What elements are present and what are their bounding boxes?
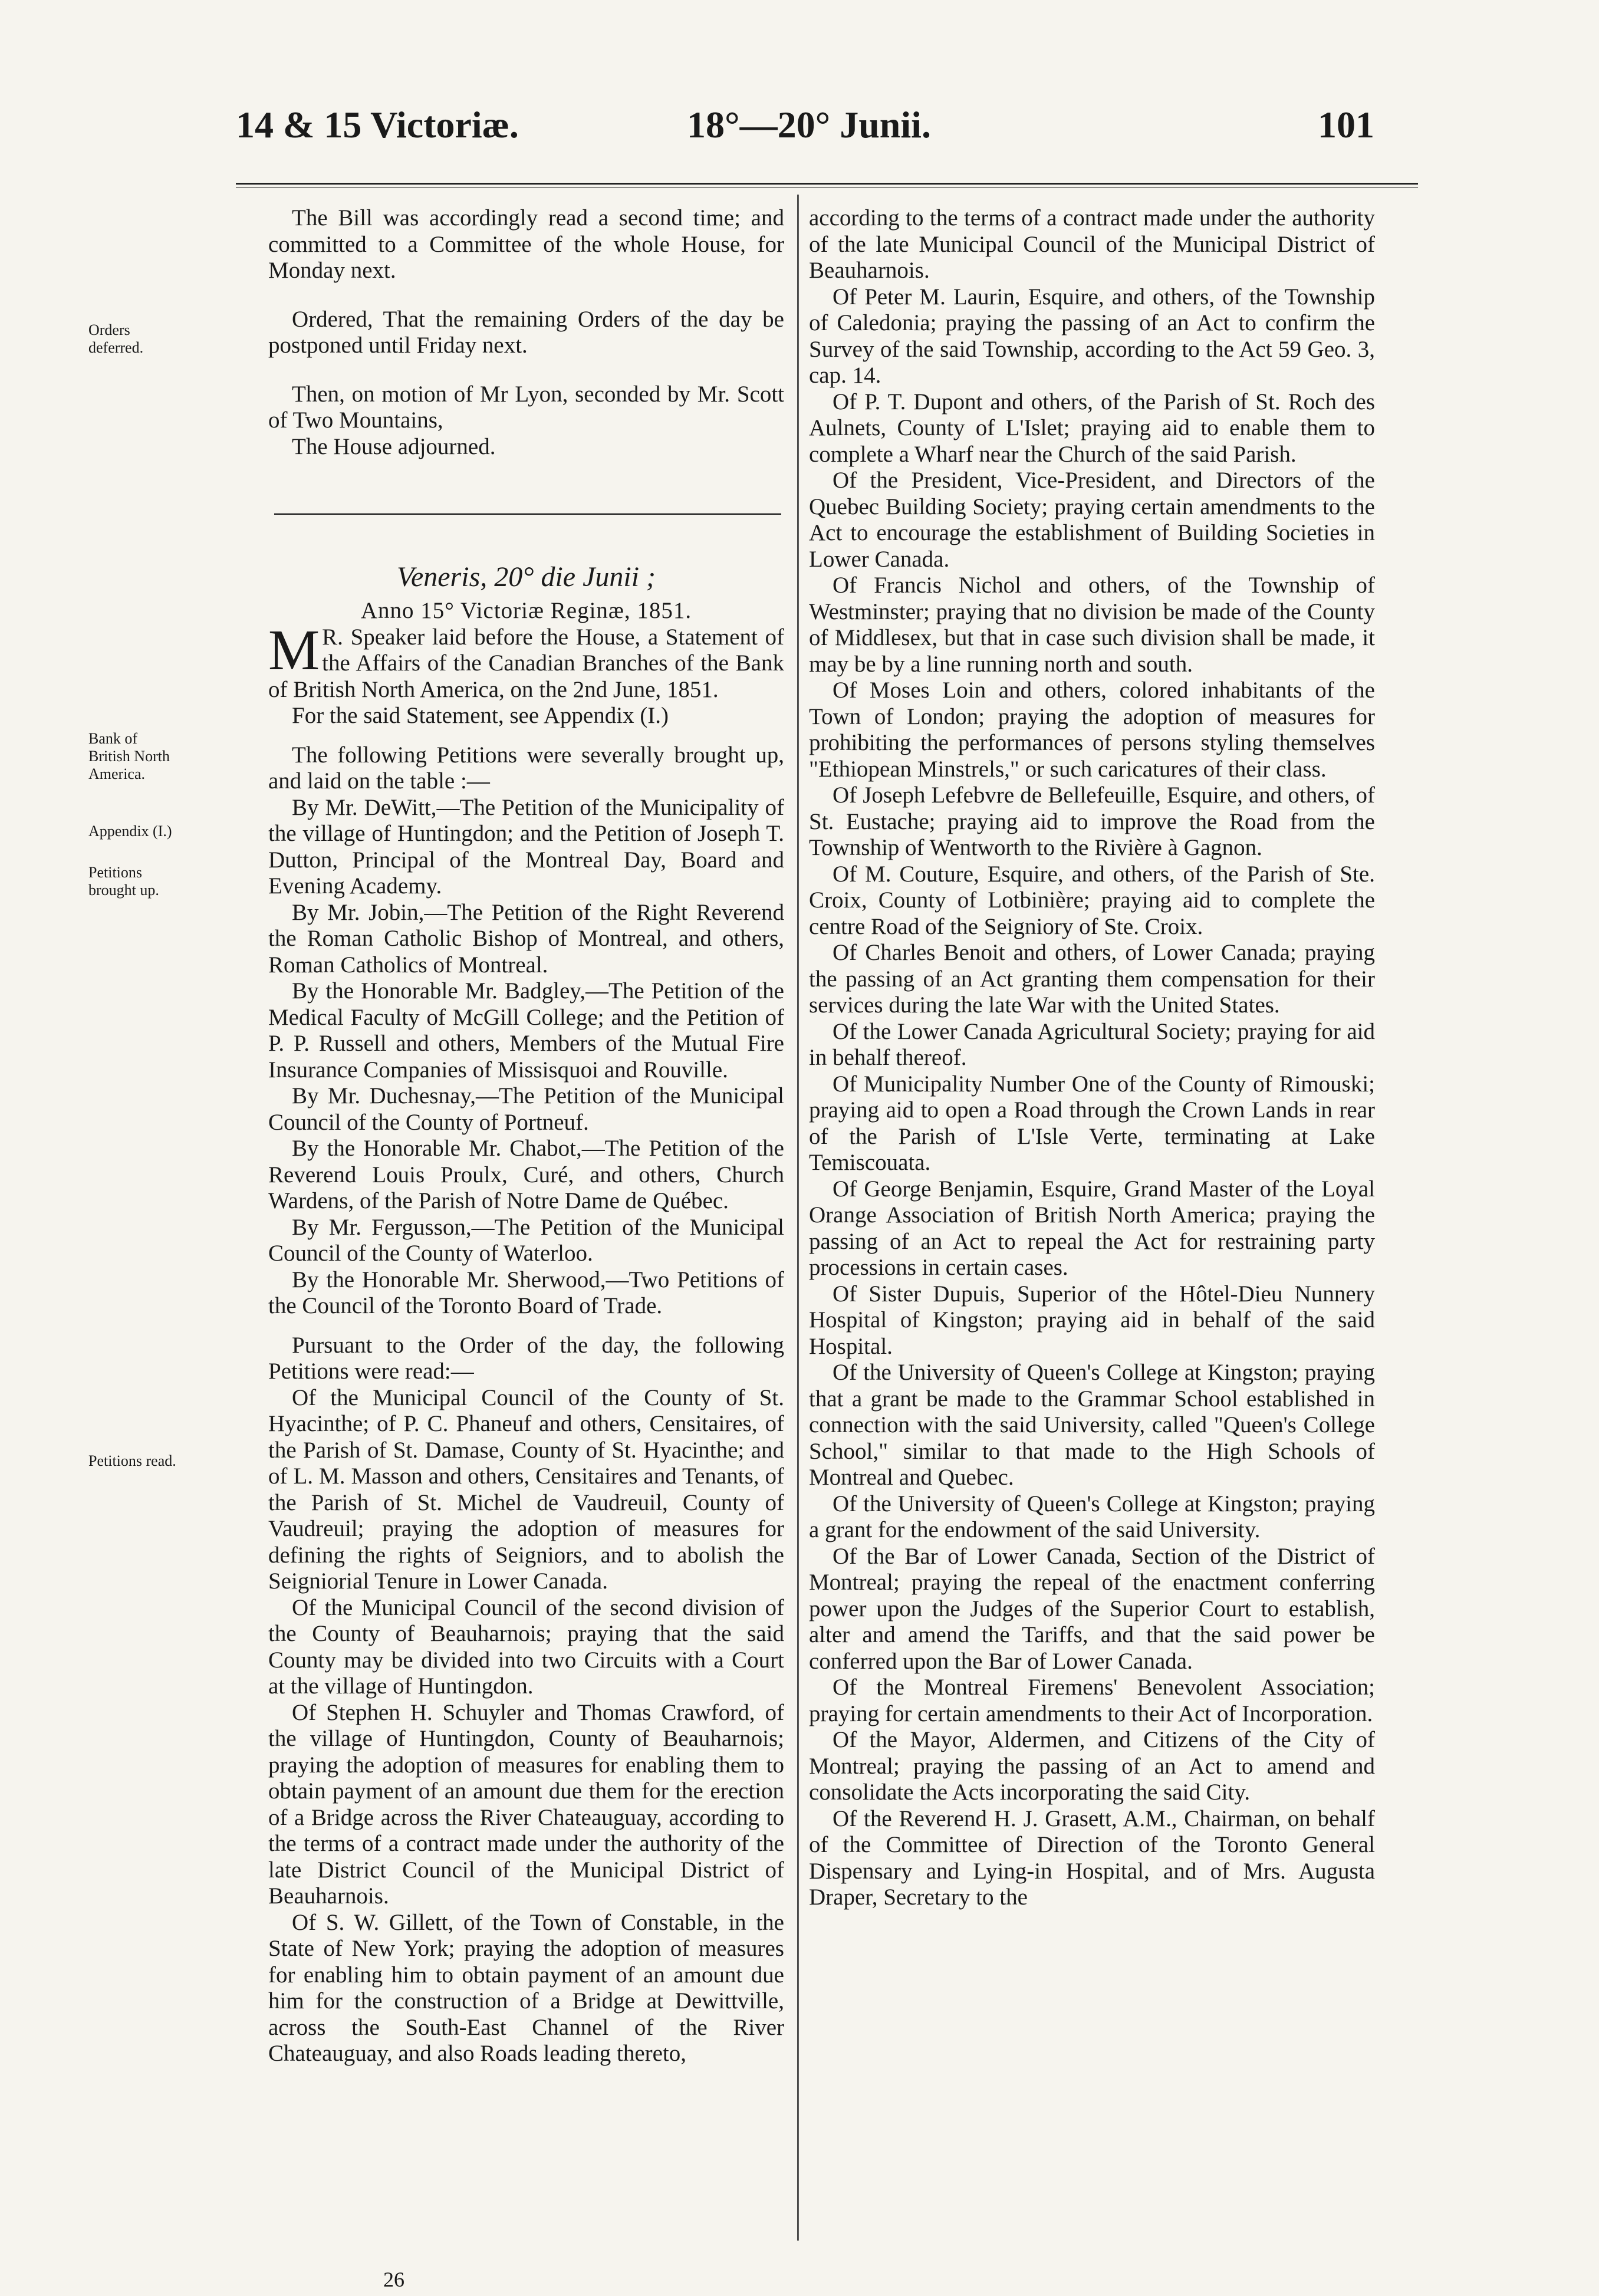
margin-note-bank: Bank of British North America. (88, 730, 170, 782)
petition-bar-lower-canada: Of the Bar of Lower Canada, Section of the District of Montreal; praying the repeal of the enactment conferring power upon the Judges of the Superior Court to establish, alter and amend the Tariffs, and that the said power be conferred upon the Bar of Lower Canada. (809, 1543, 1375, 1674)
right-column (809, 205, 1375, 1911)
signature-number: 26 (383, 2268, 404, 2291)
drop-cap: M (268, 618, 320, 682)
petition-fergusson: By Mr. Fergusson,—The Petition of the Municipal Council of the County of Waterloo. (268, 1214, 784, 1266)
regnal-year-line: Anno 15° Victoriæ Reginæ, 1851. (360, 598, 692, 623)
margin-note-petitions-brought: Petitions brought up. (88, 864, 159, 899)
petition-benjamin: Of George Benjamin, Esquire, Grand Master of the Loyal Orange Association of British North America; praying the passing of an Act to repeal the Act for restraining party processions in certain cases. (809, 1176, 1375, 1280)
section-separator (274, 513, 781, 517)
petition-beauharnois-council: Of the Municipal Council of the second division of the County of Beauharnois; praying that the said County may be divided into two Circuits with a Court at the village of Huntingdon. (268, 1594, 784, 1699)
page-header (0, 106, 1599, 171)
paragraph-petitions-read-intro: Pursuant to the Order of the day, the following Petitions were read:— (268, 1332, 784, 1384)
petition-dewitt: By Mr. DeWitt,—The Petition of the Municipality of the village of Huntingdon; and the Petition of Joseph T. Dutton, Principal of the Montreal Day, Board and Evening Academy. (268, 794, 784, 899)
petition-couture: Of M. Couture, Esquire, and others, of the Parish of Ste. Croix, County of Lotbinière; praying aid to complete the centre Road of the Seigniory of Ste. Croix. (809, 861, 1375, 939)
header-dates: 18°—20° Junii. (687, 104, 931, 146)
petition-queens-college-school: Of the University of Queen's College at Kingston; praying that a grant be made to the Grammar School established in connection with the said University, called "Queen's College School," similar to that made to the High Schools of Montreal and Quebec. (809, 1360, 1375, 1490)
paragraph-bank-statement (268, 618, 784, 703)
petition-sherwood: By the Honorable Mr. Sherwood,—Two Petitions of the Council of the Toronto Board of Trade. (268, 1267, 784, 1318)
margin-note-orders-deferred: Orders deferred. (88, 321, 144, 356)
paragraph-petitions-intro: The following Petitions were severally brought up, and laid on the table :— (268, 742, 784, 794)
petition-montreal-city: Of the Mayor, Aldermen, and Citizens of the City of Montreal; praying the passing of an Act to amend and consolidate the Acts incorporating the said City. (809, 1727, 1375, 1805)
petition-dupuis: Of Sister Dupuis, Superior of the Hôtel-Dieu Nunnery Hospital of Kingston; praying aid in behalf of the said Hospital. (809, 1281, 1375, 1359)
petition-grasett: Of the Reverend H. J. Grasett, A.M., Chairman, on behalf of the Committee of Direction of the Toronto General Dispensary and Lying-in Hospital, and of Mrs. Augusta Draper, Secretary to the (809, 1805, 1375, 1910)
paragraph-motion: Then, on motion of Mr Lyon, seconded by Mr. Scott of Two Mountains, (268, 381, 784, 433)
margin-note-appendix: Appendix (I.) (88, 823, 172, 840)
left-column (268, 205, 784, 2067)
petition-benoit: Of Charles Benoit and others, of Lower Canada; praying the passing of an Act granting them compensation for their services during the late War with the United States. (809, 940, 1375, 1018)
petition-dupont: Of P. T. Dupont and others, of the Parish of St. Roch des Aulnets, County of L'Islet; praying aid to enable them to complete a Wharf near the Church of the said Parish. (809, 389, 1375, 467)
petition-chabot: By the Honorable Mr. Chabot,—The Petition of the Reverend Louis Proulx, Curé, and others, Church Wardens, of the Parish of Notre Dame de Québec. (268, 1136, 784, 1213)
sitting-date-heading: Veneris, 20° die Junii ; (396, 561, 656, 593)
petition-duchesnay: By Mr. Duchesnay,—The Petition of the Municipal Council of the County of Portneuf. (268, 1083, 784, 1135)
petition-badgley: By the Honorable Mr. Badgley,—The Petition of the Medical Faculty of McGill College; and the Petition of P. P. Russell and others, Members of the Mutual Fire Insurance Companies of Missisquoi and Rouville. (268, 978, 784, 1083)
header-regnal-year: 14 & 15 Victoriæ. (236, 104, 519, 146)
header-rule (236, 183, 1418, 185)
petition-loin: Of Moses Loin and others, colored inhabitants of the Town of London; praying the adoption of measures for prohibiting the performances of persons styling themselves "Ethiopean Minstrels," or such caricatures of their class. (809, 677, 1375, 782)
paragraph-adjourned: The House adjourned. (292, 433, 496, 459)
petition-montreal-firemen: Of the Montreal Firemens' Benevolent Association; praying for certain amendments to their Act of Incorporation. (809, 1675, 1375, 1726)
paragraph-appendix-ref: For the said Statement, see Appendix (I.) (292, 703, 669, 728)
petition-gillett: Of S. W. Gillett, of the Town of Constable, in the State of New York; praying the adoption of measures for enabling him to obtain payment of an amount due him for the construction of a Bridge at Dewittville, across the South-East Channel of the River Chateauguay, and also Roads leading thereto, (268, 1909, 784, 2066)
petition-jobin: By Mr. Jobin,—The Petition of the Right Reverend the Roman Catholic Bishop of Montreal, and others, Roman Catholics of Montreal. (268, 899, 784, 978)
petition-laurin: Of Peter M. Laurin, Esquire, and others, of the Township of Caledonia; praying the passing of an Act to confirm the Survey of the said Township, according to the Act 59 Geo. 3, cap. 14. (809, 284, 1375, 388)
petition-continuation: according to the terms of a contract made under the authority of the late Municipal Council of the Municipal District of Beauharnois. (809, 205, 1375, 283)
petition-st-hyacinthe: Of the Municipal Council of the County of St. Hyacinthe; of P. C. Phaneuf and others, Censitaires, of the Parish of St. Damase, County of St. Hyacinthe; and of L. M. Masson and others, Censitaires and Tenants, of the Parish of St. Michel de Vaudreuil, County of Vaudreuil; praying the adoption of measures for defining the rights of Seigniors, and to abolish the Seigniorial Tenure in Lower Canada. (268, 1384, 784, 1594)
paragraph-bank-statement-text: R. Speaker laid before the House, a Statement of the Affairs of the Canadian Branches of the Bank of British North America, on the 2nd June, 1851. (268, 624, 784, 702)
petition-lefebvre: Of Joseph Lefebvre de Bellefeuille, Esquire, and others, of St. Eustache; praying aid to improve the Road from the Township of Wentworth to the Rivière à Gagnon. (809, 782, 1375, 860)
petition-nichol: Of Francis Nichol and others, of the Township of Westminster; praying that no division be made of the County of Middlesex, but that in case such division shall be made, it may be by a line running north and south. (809, 573, 1375, 677)
petition-queens-college-endowment: Of the University of Queen's College at Kingston; praying a grant for the endowment of the said University. (809, 1491, 1375, 1542)
paragraph-orders-postponed: Ordered, That the remaining Orders of the day be postponed until Friday next. (268, 306, 784, 358)
column-divider (797, 195, 801, 2241)
petition-agricultural-society: Of the Lower Canada Agricultural Society; praying for aid in behalf thereof. (809, 1018, 1375, 1070)
petition-schuyler-crawford: Of Stephen H. Schuyler and Thomas Crawford, of the village of Huntingdon, County of Beauharnois; praying the adoption of measures for enabling them to obtain payment of an amount due them for the erection of a Bridge across the River Chateauguay, according to the terms of a contract made under the authority of the late District Council of the Municipal District of Beauharnois. (268, 1699, 784, 1909)
petition-rimouski: Of Municipality Number One of the County of Rimouski; praying aid to open a Road through the Crown Lands in rear of the Parish of L'Isle Verte, terminating at Lake Temiscouata. (809, 1071, 1375, 1175)
margin-note-petitions-read: Petitions read. (88, 1452, 176, 1469)
petition-quebec-building-society: Of the President, Vice-President, and Directors of the Quebec Building Society; praying certain amendments to the Act to encourage the establishment of Building Societies in Lower Canada. (809, 468, 1375, 572)
page-number: 101 (1318, 104, 1374, 146)
paragraph-bill-second-reading: The Bill was accordingly read a second time; and committed to a Committee of the whole House, for Monday next. (268, 205, 784, 283)
